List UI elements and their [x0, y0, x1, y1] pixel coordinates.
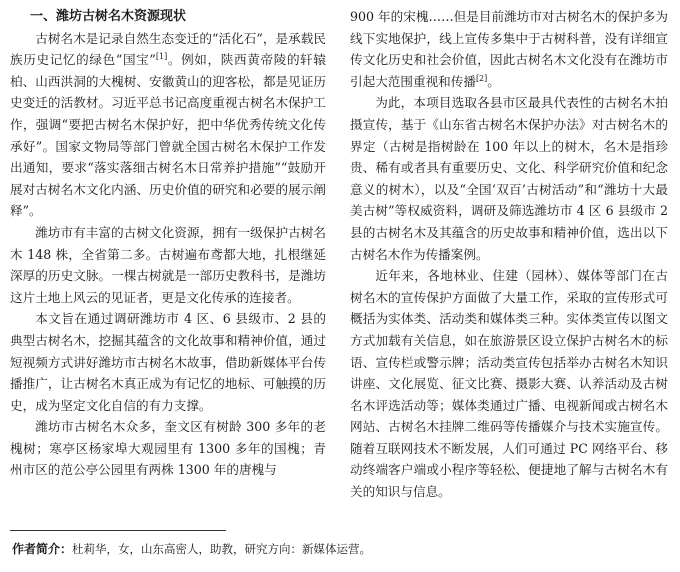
- paragraph-1-text-a: 古树名木是记录自然生态变迁的“活化石”，是承载民族历史记忆的绿色“国宝”: [10, 30, 326, 68]
- left-column: [10, 6, 326, 481]
- paragraph-6: 近年来，各地林业、住建（园林）、媒体等部门在古树名木的宣传保护方面做了大量工作，采取的宣传形式可概括为实体类、活动类和媒体类三种。实体类宣传以图文方式加载有关信息，如在旅游景区设立保护古树名木的标语、宣传栏或警示牌；活动类宣传包括举办古树名木知识讲座、文化展览、征文比赛、摄影大赛、认养活动及古树名木评选活动等；媒体类通过广播、电视新闻或古树名木网站、古树名木挂牌二维码等传播媒介与技术实施宣传。随着互联网技术不断发展，人们可通过 PC 网络平台、移动终端客户端或小程序等轻松、便捷地了解与古树名木有关的知识与信息。: [350, 268, 668, 500]
- paragraph-1: [10, 28, 326, 222]
- paragraph-4: 潍坊市古树名木众多，奎文区有树龄 300 多年的老槐树；寒亭区杨家埠大观园里有 1300 多年的国槐；青州市区的范公亭公园里有两株 1300 年的唐槐与: [10, 419, 326, 478]
- paragraph-4-continued-text: 900 年的宋槐……但是目前潍坊市对古树名木的保护多为线下实地保护，线上宣传多集中于古树科普，没有详细宣传文化历史和社会价值，因此古树名木文化没有在潍坊市引起大范围重视和传播: [350, 9, 668, 89]
- paragraph-2: 潍坊市有丰富的古树文化资源，拥有一级保护古树名木 148 株，全省第二多。古树遍布鸢都大地，扎根继延深厚的历史文脉。一棵古树就是一部历史教科书，是潍坊这片土地上风云的见证者，更是文化传承的连接者。: [10, 224, 326, 305]
- citation-1: [1]: [155, 52, 168, 61]
- footnote-text: 杜莉华，女，山东高密人，助教，研究方向：新媒体运营。: [72, 542, 372, 556]
- paragraph-4-continued-end: 。: [487, 73, 500, 89]
- citation-2: [2]: [475, 73, 488, 83]
- paragraph-5: 为此，本项目选取各县市区最具代表性的古树名木拍摄宣传，基于《山东省古树名木保护办法》对古树名木的界定（古树是指树龄在 100 年以上的树木，名木是指珍贵、稀有或者具有重要历史、文化、科学研究价值和纪念意义的树木），以及“全国‘双百’古树活动”和“潍坊十大最美古树”等权威资料，调研及筛选潍坊市 4 区 6 县级市 2 县的古树名木及其蕴含的历史故事和精神价值，选出以下古树名木作为传播案例。: [350, 95, 668, 262]
- paragraph-1-text-b: 。例如，陕西黄帝陵的轩辕柏、山西洪洞的大槐树、安徽黄山的迎客松，都是见证历史变迁的活教材。习近平总书记高度重视古树名木保护工作，强调“要把古树名木保护好，把中华优秀传统文化传承好”。国家文物局等部门曾就全国古树名木保护工作发出通知，要求“落实落细古树名木日常养护措施”“鼓励开展对古树名木文化内涵、历史价值的研究和必要的展示阐释”。: [10, 52, 326, 219]
- paragraph-3: 本文旨在通过调研潍坊市 4 区、6 县级市、2 县的典型古树名木，挖掘其蕴含的文化故事和精神价值，通过短视频方式讲好潍坊市古树名木故事，借助新媒体平台传播推广，让古树名木真正成为有记忆的地标、可触摸的历史，成为坚定文化自信的有力支撑。: [10, 311, 326, 413]
- footnote-divider: [10, 530, 226, 531]
- author-footnote: [12, 540, 668, 558]
- section-heading: 一、潍坊古树名木资源现状: [30, 9, 187, 24]
- footnote-label: 作者简介：: [12, 542, 73, 556]
- right-column: [350, 6, 668, 503]
- paragraph-4-continued: [350, 6, 668, 92]
